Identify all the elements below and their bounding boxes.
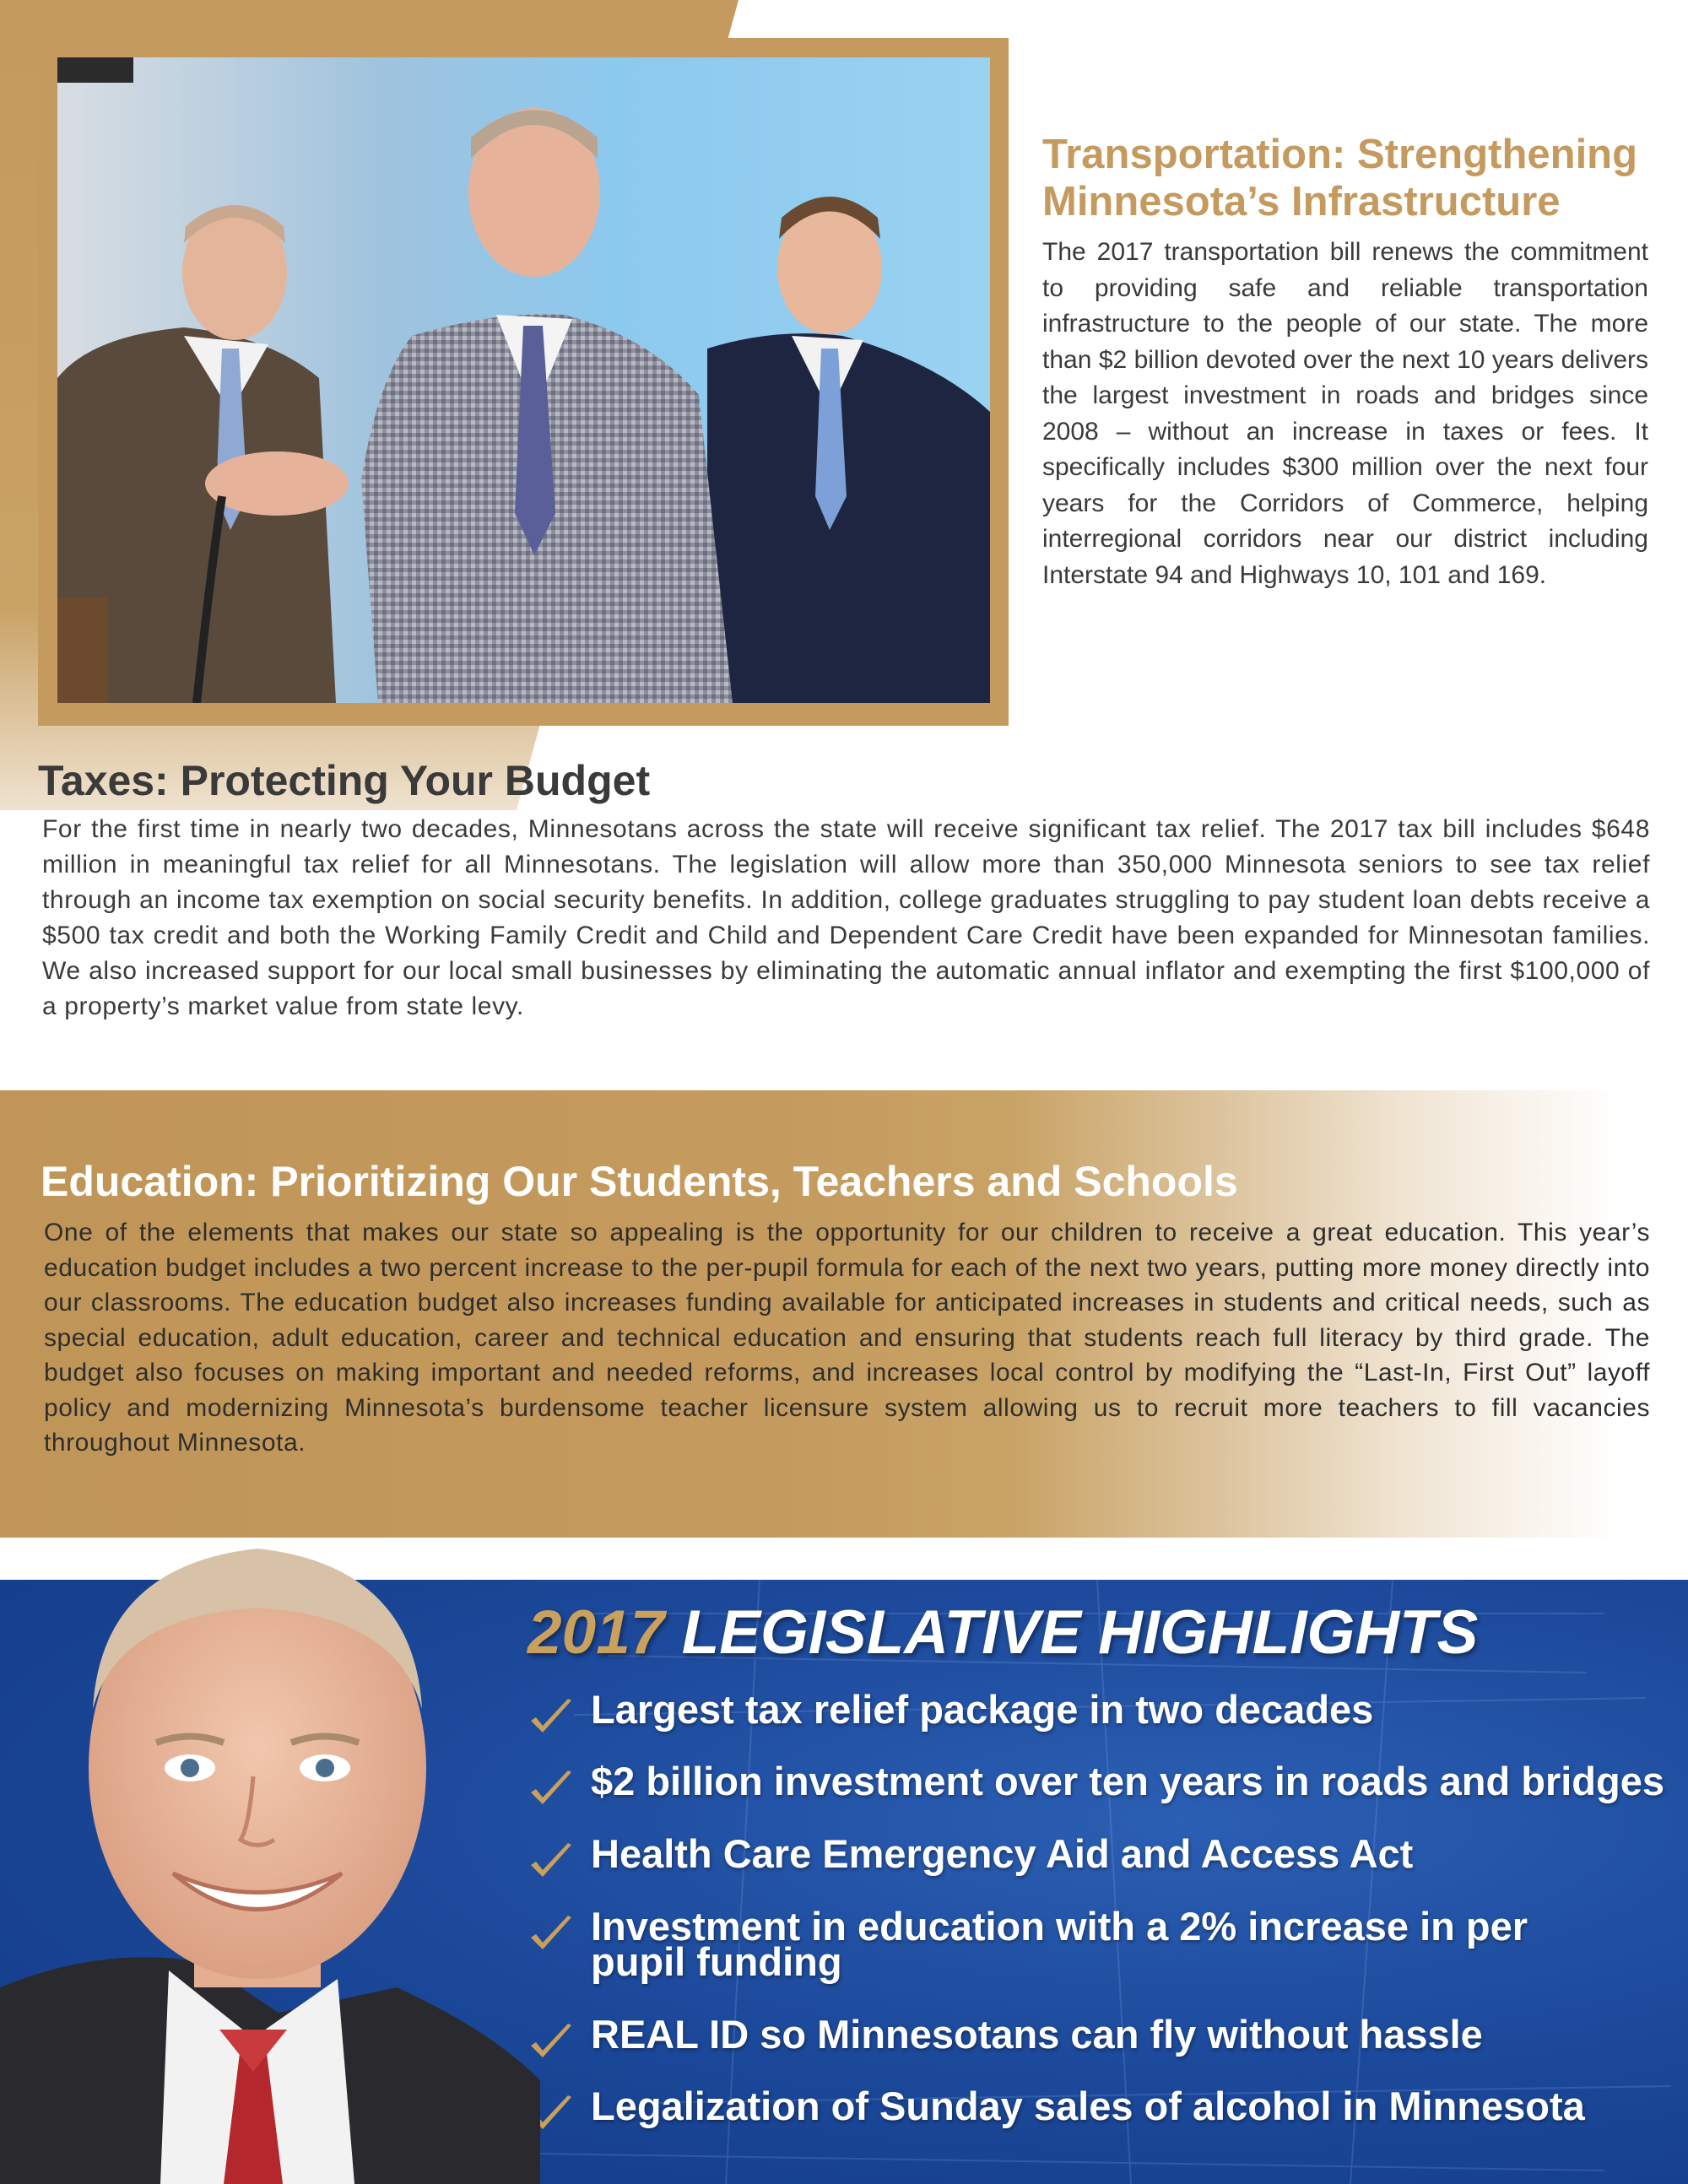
highlight-text: Health Care Emergency Aid and Access Act	[591, 1831, 1414, 1876]
highlights-year: 2017	[528, 1598, 665, 1667]
highlight-text: Largest tax relief package in two decades	[591, 1687, 1374, 1732]
highlights-heading	[528, 1595, 1675, 1671]
legislator-portrait	[0, 1489, 540, 2184]
press-conference-photo	[57, 57, 990, 703]
highlight-text: REAL ID so Minnesotans can fly without hassle	[591, 2012, 1483, 2057]
highlight-text: $2 billion investment over ten years in roads and bridges	[591, 1759, 1664, 1803]
education-heading: Education: Prioritizing Our Students, Teachers and Schools	[41, 1158, 1238, 1205]
highlight-text: Investment in education with a 2% increase in per pupil funding	[591, 1904, 1528, 1984]
transportation-heading: Transportation: Strengthening Minnesota’s Infrastructure	[1042, 132, 1638, 224]
highlight-text: Legalization of Sunday sales of alcohol in Minnesota	[591, 2084, 1585, 2128]
taxes-heading: Taxes: Protecting Your Budget	[38, 757, 651, 804]
transportation-body: The 2017 transportation bill renews the commitment to providing safe and reliable transportation infrastructure to the people of our state. The more than $2 billion devoted over the next 10 years delivers the largest investment in roads and bridges since 2008 – without an increase in taxes or fees. It specifically includes $300 million over the next four years for the Corridors of Commerce, helping interregional corridors near our district including Interstate 94 and Highways 10, 101 and 169.	[1042, 238, 1648, 589]
highlights-title: LEGISLATIVE HIGHLIGHTS	[681, 1598, 1479, 1667]
taxes-body: For the first time in nearly two decades, Minnesotans across the state will receive significant tax relief. The 2017 tax bill includes $648 million in meaningful tax relief for all Minnesotans. The legislation will allow more than 350,000 Minnesota seniors to see tax relief through an income tax exemption on social security benefits. In addition, college graduates struggling to pay student loan debts receive a $500 tax credit and both the Working Family Credit and Child and Dependent Care Credit have been expanded for Minnesotan families. We also increased support for our local small businesses by eliminating the automatic annual inflator and exempting the first $100,000 of a property’s market value from state levy.	[42, 815, 1650, 1020]
education-body: One of the elements that makes our state so appealing is the opportunity for our children to receive a great education. This year’s education budget includes a two percent increase to the per-pupil formula for each of the next two years, putting more money directly into our classrooms. The education budget also increases funding available for anticipated increases in students and critical needs, such as special education, adult education, career and technical education and ensuring that students reach full literacy by third grade. The budget also focuses on making important and needed reforms, and increases local control by modifying the “Last-In, First Out” layoff policy and modernizing Minnesota’s burdensome teacher licensure system allowing us to recruit more teachers to fill vacancies throughout Minnesota.	[44, 1219, 1650, 1457]
